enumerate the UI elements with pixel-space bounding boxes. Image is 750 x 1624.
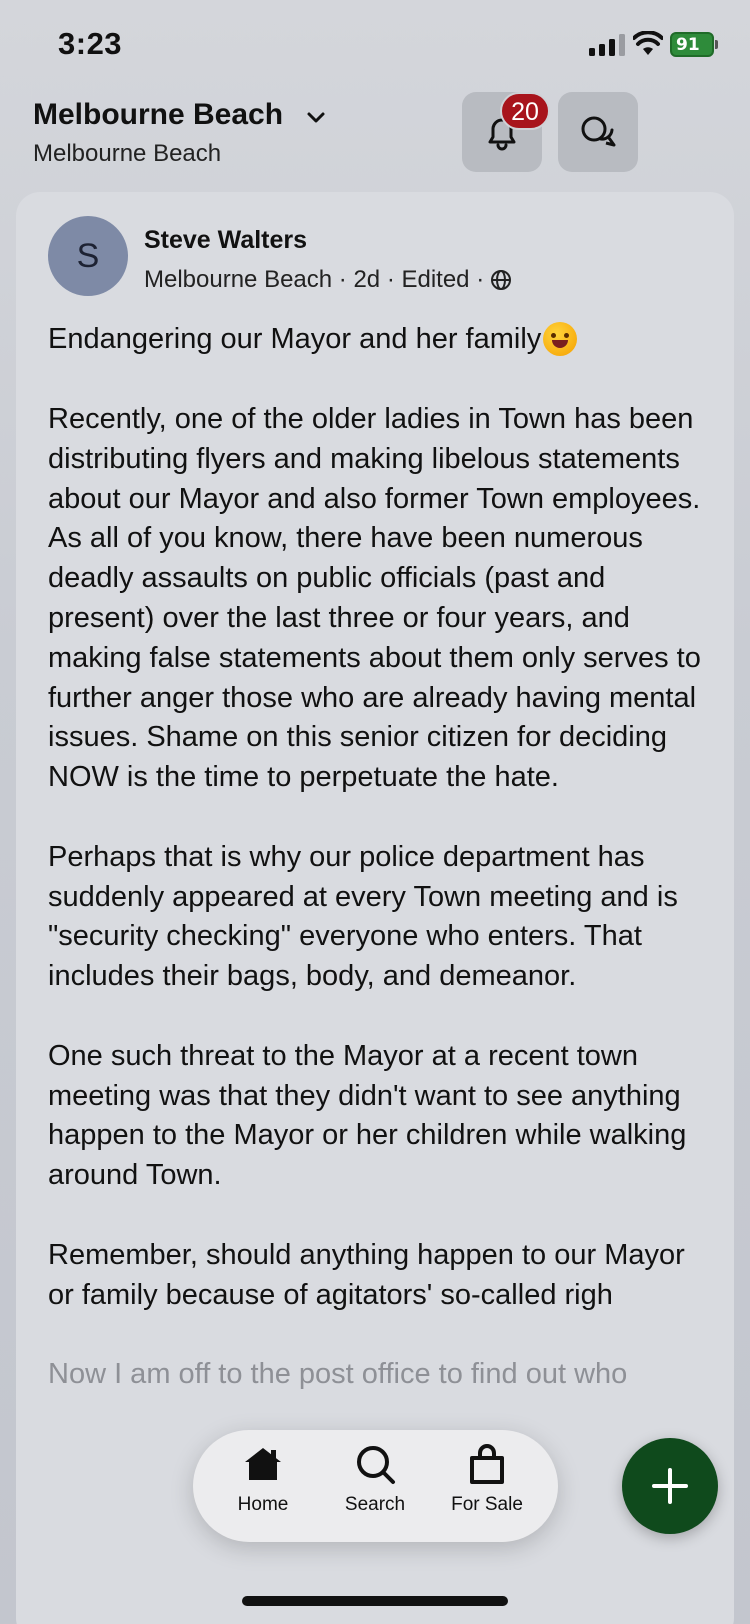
location-selector[interactable]: Melbourne Beach [33, 98, 284, 131]
notification-count-badge: 20 [500, 92, 550, 130]
battery-indicator [670, 32, 718, 57]
post-meta [144, 266, 512, 294]
app-header [0, 88, 750, 178]
create-post-button[interactable] [622, 1438, 718, 1534]
post-paragraph: Perhaps that is why our police department has suddenly appeared at every Town meeting and is "security checking" everyone who enters. That includes their bags, body, and demeanor. [48, 840, 678, 993]
nav-for-sale-label: For Sale [451, 1494, 523, 1515]
search-icon [353, 1442, 397, 1486]
post-paragraph: One such threat to the Mayor at a recent town meeting was that they didn't want to see anything happen to the Mayor or her children while walking around Town. [48, 1039, 687, 1192]
status-bar [0, 0, 750, 88]
battery-tip [715, 40, 718, 49]
nav-home[interactable] [213, 1442, 313, 1516]
shopping-bag-icon [465, 1442, 509, 1486]
post-paragraph: Recently, one of the older ladies in Town has been distributing flyers and making libelous statements about our Mayor and also former Town employees. As all of you know, there have been numerous deadly assaults on public officials (past and present) over the last three or four years, and making false statements about them only serves to further anger those who are already having mental issues. Shame on this senior citizen for deciding NOW is the time to perpetuate the hate. [48, 403, 701, 794]
post-body [48, 400, 718, 1435]
chevron-down-icon[interactable] [304, 106, 328, 130]
chat-bubbles-icon [578, 112, 618, 152]
nav-home-label: Home [237, 1494, 289, 1515]
post-meta-text: Melbourne Beach · 2d · Edited · [144, 266, 485, 293]
messages-button[interactable] [558, 92, 638, 172]
nav-search-label: Search [344, 1494, 406, 1515]
post-author[interactable]: Steve Walters [144, 226, 308, 254]
post-title [48, 322, 577, 356]
wifi-icon [633, 31, 663, 57]
post-paragraph: Now I am off to the post office to find out who [48, 1358, 628, 1391]
battery-level: 91 [676, 35, 700, 55]
home-indicator [242, 1596, 508, 1606]
globe-icon [490, 269, 512, 291]
avatar[interactable]: S [48, 216, 128, 296]
signal-icon [589, 34, 627, 56]
bottom-nav [193, 1430, 558, 1542]
plus-icon [650, 1466, 690, 1506]
location-subtitle: Melbourne Beach [33, 140, 222, 167]
grinning-face-emoji-icon [543, 322, 577, 356]
post-card [16, 192, 734, 1624]
post-paragraph: Remember, should anything happen to our Mayor or family because of agitators' so-called righ [48, 1238, 685, 1311]
status-time: 3:23 [58, 26, 123, 61]
home-icon [241, 1442, 285, 1486]
battery-body [670, 32, 714, 57]
nav-search[interactable] [325, 1442, 425, 1516]
post-title-text: Endangering our Mayor and her family [48, 322, 542, 355]
nav-for-sale[interactable] [437, 1442, 537, 1516]
